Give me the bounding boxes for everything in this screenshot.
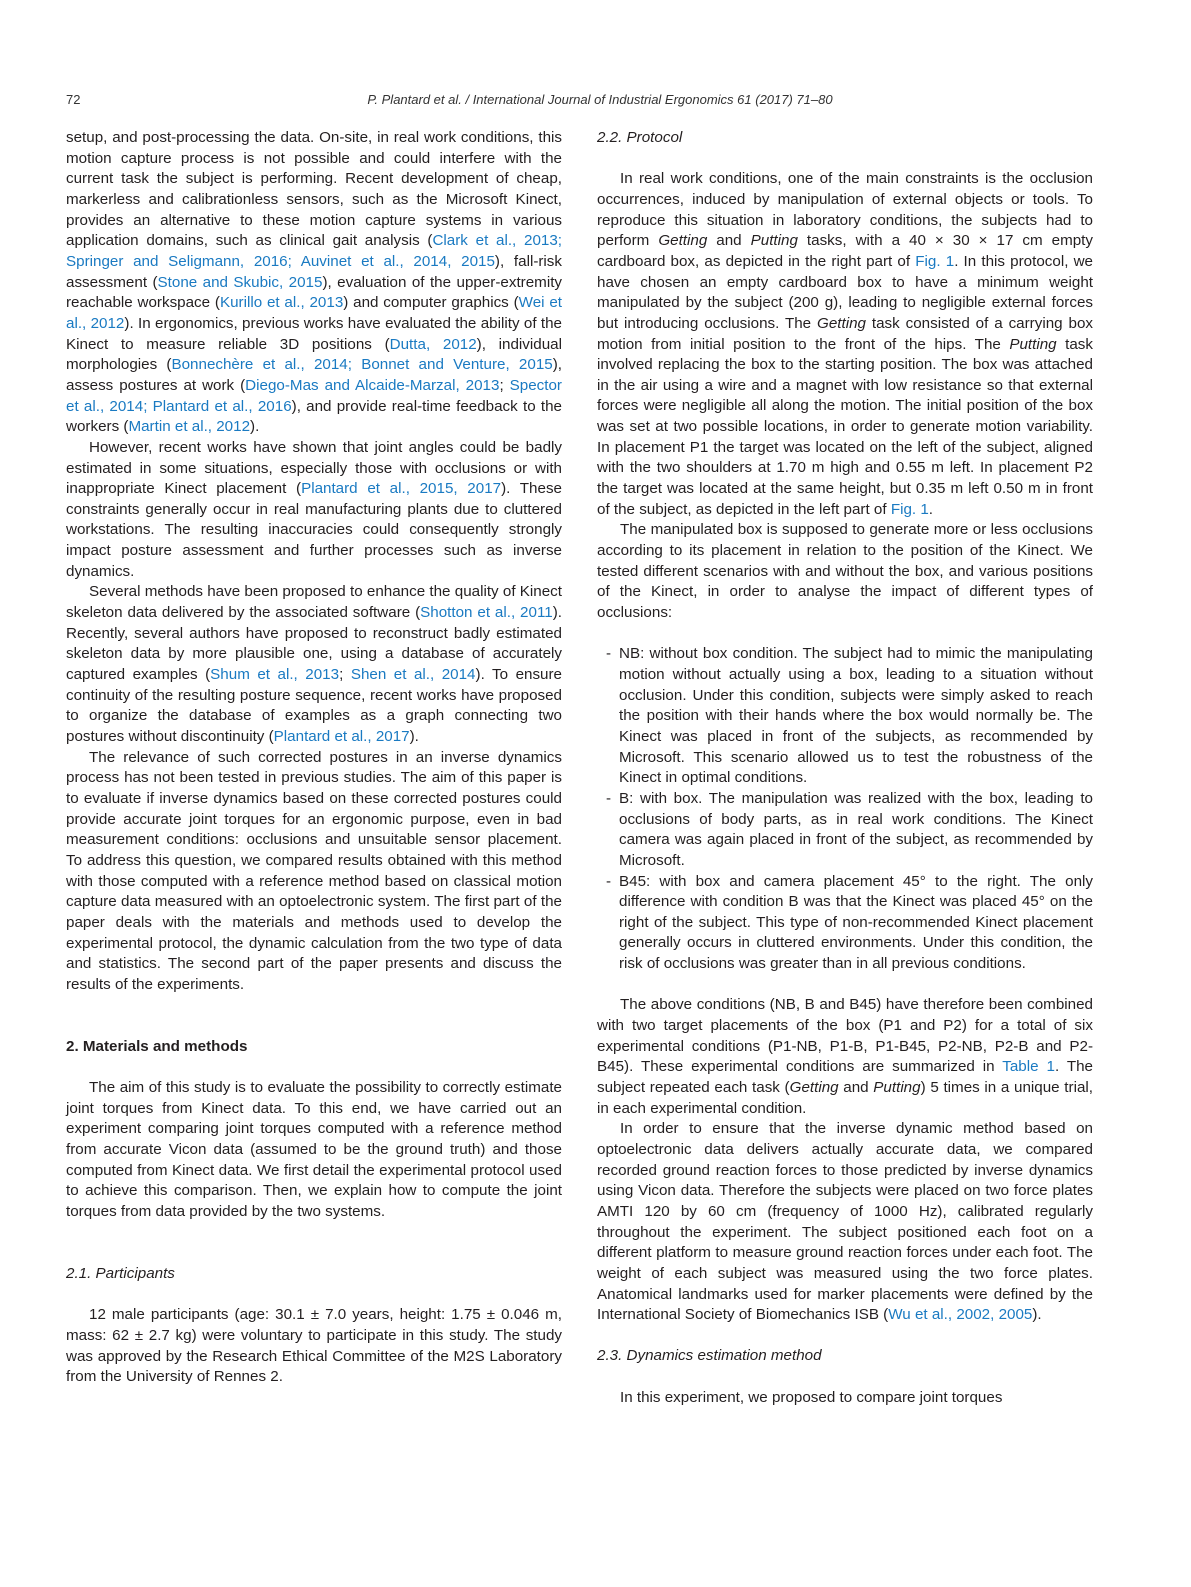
figure-link[interactable]: Fig. 1 — [890, 500, 929, 518]
citation-link[interactable]: Spector et al., 2014; Plantard et al., 2016 — [66, 376, 562, 415]
figure-link[interactable]: Fig. 1 — [915, 252, 955, 270]
table-link[interactable]: Table 1 — [1002, 1058, 1055, 1076]
paragraph: setup, and post-processing the data. On-site, in real work conditions, this motion capture process is not possible and could interfere with the current task the subject is performing. Recent development of cheap, markerless and calibrationless sensors, such as the Microsoft Kinect, provides an alternative to these motion capture systems in various application domains, such as clinical gait analysis (Clark et al., 2013; Springer and Seligmann, 2016; Auvinet et al., 2014, 2015), fall-risk assessment (Stone and Skubic, 2015), evaluation of the upper-extremity reachable workspace (Kurillo et al., 2013) and computer graphics (Wei et al., 2012). In ergonomics, previous works have evaluated the ability of the Kinect to measure reliable 3D positions (Dutta, 2012), individual morphologies (Bonnechère et al., 2014; Bonnet and Venture, 2015), assess postures at work (Diego-Mas and Alcaide-Marzal, 2013; Spector et al., 2014; Plantard et al., 2016), and provide real-time feedback to the workers (Martin et al., 2012). — [66, 129, 563, 436]
condition-list — [597, 644, 1093, 975]
paragraph: Several methods have been proposed to enhance the quality of Kinect skeleton data delivered by the associated software (Shotton et al., 2011). Recently, several authors have proposed to reconstruct badly estimated skeleton data by more plausible one, using a database of accurately captured examples (Shum et al., 2013; Shen et al., 2014). To ensure continuity of the resulting posture sequence, recent works have proposed to organize the database of examples as a graph connecting two postures without discontinuity (Plantard et al., 2017). — [66, 583, 563, 746]
citation-link[interactable]: Wei et al., 2012 — [66, 294, 562, 332]
running-header: P. Plantard et al. / International Journal of Industrial Ergonomics 61 (2017) 71–80 — [367, 92, 833, 107]
paragraph: The manipulated box is supposed to generate more or less occlusions according to its placement in relation to the position of the Kinect. We tested different scenarios with and without the box, and various positions of the Kinect, in order to analyse the impact of different types of occlusions: — [597, 521, 1093, 622]
paragraph: However, recent works have shown that joint angles could be badly estimated in some situations, especially those with occlusions or with inappropriate Kinect placement (Plantard et al., 2015, 2017). These constraints generally occur in real manufacturing plants due to cluttered workstations. The resulting inaccuracies could consequently strongly impact posture assessment and further processes such as inverse dynamics. — [66, 438, 562, 580]
section-heading: 2. Materials and methods — [66, 1037, 248, 1055]
paragraph: The above conditions (NB, B and B45) have therefore been combined with two target placements of the box (P1 and P2) for a total of six experimental conditions (P1-NB, P1-B, P1-B45, P2-NB, P2-B and P2-B45). These experimental conditions are summarized in Table 1. The subject repeated each task (Getting and Putting) 5 times in a unique trial, in each experimental condition. — [597, 996, 1093, 1117]
paragraph: The relevance of such corrected postures in an inverse dynamics process has not been tested in previous studies. The aim of this paper is to evaluate if inverse dynamics based on these corrected postures could provide accurate joint torques for an ergonomic purpose, even in bad measurement conditions: occlusions and unsuitable sensor placement. To address this question, we compared results obtained with this method with those computed with a reference method based on classical motion capture data measured with an optoelectronic system. The first part of the paper deals with the materials and methods used to develop the experimental protocol, the dynamic calculation from the two type of data and statistics. The second part of the paper presents and discuss the results of the experiments. — [66, 748, 562, 993]
paragraph: 12 male participants (age: 30.1 ± 7.0 years, height: 1.75 ± 0.046 m, mass: 62 ± 2.7 kg) were voluntary to participate in this study. The study was approved by the Research Ethical Committee of the M2S Laboratory from the University of Rennes 2. — [66, 1306, 562, 1386]
paragraph: The aim of this study is to evaluate the possibility to correctly estimate joint torques from Kinect data. To this end, we have carried out an experiment comparing joint torques computed with a reference method from accurate Vicon data (assumed to be the ground truth) and those computed from Kinect data. We first detail the experimental protocol used to achieve this comparison. Then, we explain how to compute the joint torques from data provided by the two systems. — [66, 1079, 562, 1221]
citation-link[interactable]: Dutta, 2012 — [389, 335, 477, 353]
paragraph: In this experiment, we proposed to compare joint torques — [620, 1388, 1003, 1406]
citation-link[interactable]: Shen et al., 2014 — [350, 666, 476, 684]
paragraph: In order to ensure that the inverse dynamic method based on optoelectronic data delivers actually accurate data, we compared recorded ground reaction forces to those predicted by inverse dynamics using Vicon data. Therefore the subjects were placed on two force plates AMTI 120 by 60 cm (frequency of 1000 Hz), calibrated regularly throughout the experiment. The subject positioned each foot on a different platform to measure ground reaction forces under each foot. The weight of each subject was measured using the two force plates. Anatomical landmarks used for marker placements were defined by the International Society of Biomechanics ISB (Wu et al., 2002, 2005). — [597, 1120, 1093, 1324]
page-number: 72 — [66, 92, 81, 107]
citation-link[interactable]: Kurillo et al., 2013 — [219, 294, 344, 312]
citation-link[interactable]: Shum et al., 2013 — [210, 666, 340, 684]
right-column — [597, 128, 1093, 1408]
paragraph: In real work conditions, one of the main constraints is the occlusion occurrences, induced by manipulation of external objects or tools. To reproduce this situation in laboratory conditions, the subjects had to perform Getting and Putting tasks, with a 40 × 30 × 17 cm empty cardboard box, as depicted in the right part of Fig. 1. In this protocol, we have chosen an empty cardboard box to have a minimum weight manipulated by the subject (200 g), leading to negligible external forces but introducing occlusions. The Getting task consisted of a carrying box motion from initial position to the front of the hips. The Putting task involved replacing the box to the starting position. The box was attached in the air using a wire and a magnet with low resistance so that external forces were negligible all along the motion. The initial position of the box was set at two possible locations, in order to generate motion variability. In placement P1 the target was located on the left of the subject, aligned with the two shoulders at 1.70 m high and 0.55 m left. In placement P2 the target was located at the same height, but 0.35 m left 0.50 m in front of the subject, as depicted in the left part of Fig. 1. — [597, 170, 1094, 518]
citation-link[interactable]: Plantard et al., 2017 — [273, 728, 410, 746]
citation-link[interactable]: Shotton et al., 2011 — [420, 604, 553, 622]
citation-link[interactable]: Martin et al., 2012 — [128, 418, 251, 436]
list-item: - B: with box. The manipulation was realized with the box, leading to occlusions of body parts, as in real work conditions. The Kinect camera was again placed in front of the subject, as recommended by Microsoft. — [606, 789, 1093, 869]
citation-link[interactable]: Bonnechère et al., 2014; Bonnet and Venture, 2015 — [171, 356, 553, 374]
subsection-heading: 2.1. Participants — [66, 1265, 175, 1282]
list-item: - NB: without box condition. The subject had to mimic the manipulating motion without actually using a box, leading to a situation without occlusion. Under this condition, subjects were simply asked to reach the position with their hands where the box would normally be. The Kinect was placed in front of the subjects, as recommended by Microsoft. This scenario allowed us to test the robustness of the Kinect in optimal conditions. — [606, 645, 1093, 787]
citation-link[interactable]: Plantard et al., 2015, 2017 — [301, 480, 502, 498]
left-column — [66, 128, 562, 1388]
citation-link[interactable]: Diego-Mas and Alcaide-Marzal, 2013 — [245, 376, 500, 394]
subsection-heading: 2.3. Dynamics estimation method — [597, 1347, 822, 1365]
citation-link[interactable]: Stone and Skubic, 2015 — [157, 273, 323, 291]
subsection-heading: 2.2. Protocol — [597, 129, 683, 146]
list-item: - B45: with box and camera placement 45° to the right. The only difference with condition B was that the Kinect was placed 45° on the right of the subject. This type of non-recommended Kinect placement generally occurs in cluttered environments. Under this condition, the risk of occlusions was greater than in all previous conditions. — [606, 872, 1093, 973]
citation-link[interactable]: Wu et al., 2002, 2005 — [888, 1306, 1033, 1324]
citation-link[interactable]: Clark et al., 2013; Springer and Seligmann, 2016; Auvinet et al., 2014, 2015 — [66, 232, 563, 270]
